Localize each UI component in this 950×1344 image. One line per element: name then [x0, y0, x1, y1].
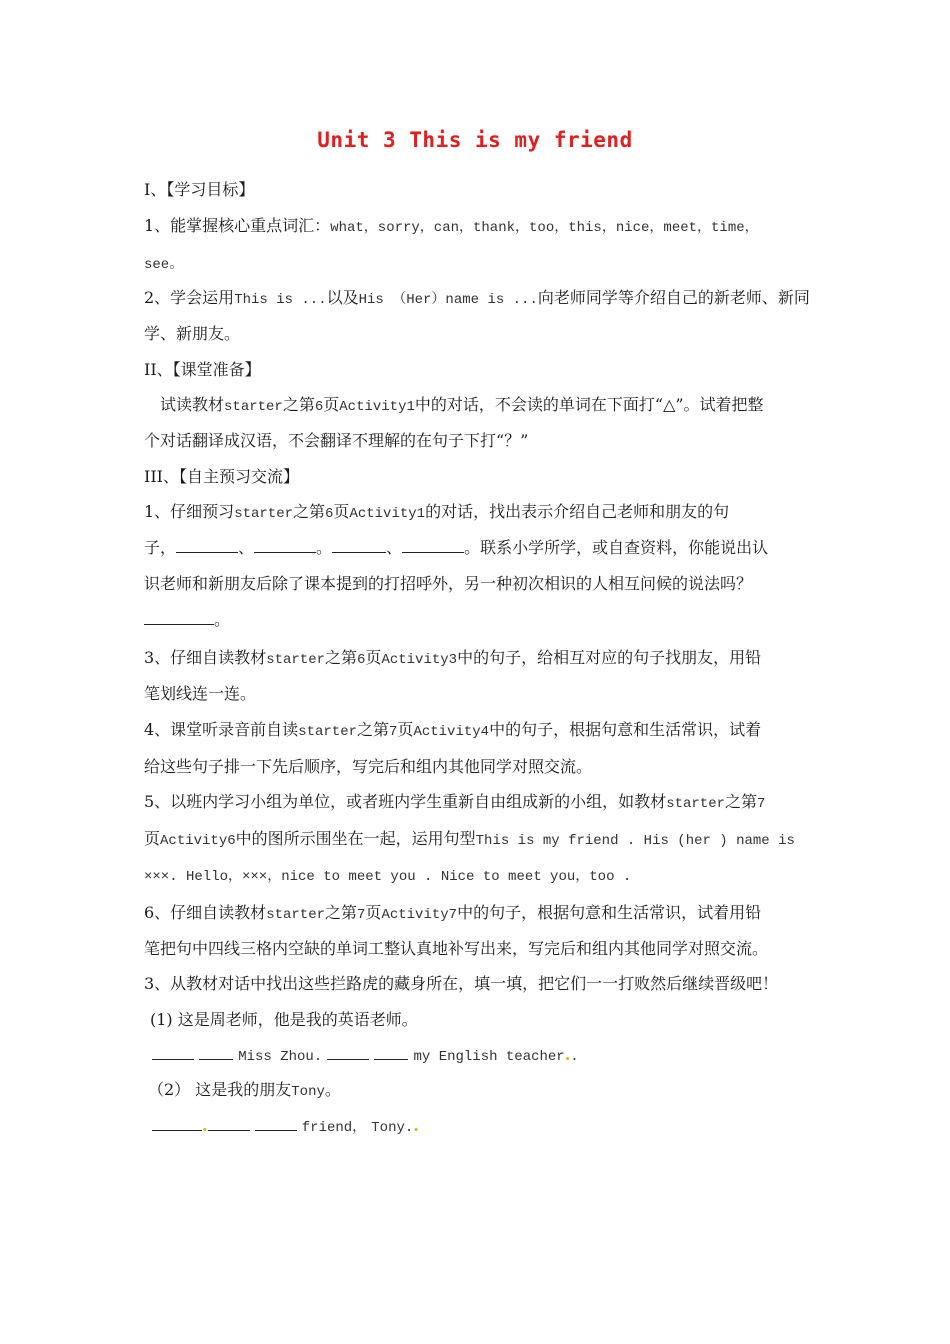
objective-1-label: 1、能掌握核心重点词汇： — [144, 216, 331, 235]
vocabulary-end: see。 — [144, 257, 184, 273]
objective-2-label: 2、学会运用 — [144, 288, 235, 307]
task-5-line-2 — [144, 827, 814, 853]
task-5-text-c: 页 — [144, 829, 161, 848]
task-6-page: 7 — [357, 907, 366, 923]
question-1-phrase: my English teacher — [413, 1049, 565, 1065]
task-3-activity: Activity3 — [381, 652, 458, 668]
answer-blank[interactable] — [176, 538, 238, 553]
task-1-blanks-line — [144, 536, 814, 560]
question-2-end: 。 — [324, 1080, 341, 1099]
task-5-label: 5、以班内学习小组为单位，或者班内学生重新自由组成新的小组，如教材 — [144, 792, 667, 811]
answer-blank[interactable] — [208, 1116, 250, 1131]
task-4-text-c: 页 — [397, 720, 414, 739]
task-4-page: 7 — [389, 724, 398, 740]
prep-page: 6 — [314, 399, 324, 415]
task-1-label: 1、仔细预习 — [144, 502, 235, 521]
answer-blank[interactable] — [199, 1045, 233, 1060]
prep-line-1 — [160, 393, 830, 419]
separator: 。 — [316, 538, 333, 557]
task-1-answer-line — [144, 608, 814, 632]
question-2-text: （2） 这是我的朋友 — [148, 1080, 292, 1099]
task-4-book: starter — [298, 724, 357, 740]
page-title: Unit 3 This is my friend — [317, 128, 633, 152]
answer-blank[interactable] — [327, 1045, 369, 1060]
section-1-heading: I、【学习目标】 — [144, 180, 255, 199]
task-3-label: 3、仔细自读教材 — [144, 648, 267, 667]
question-2-name-answer: Tony. — [371, 1120, 414, 1136]
section-3-heading: III、【自主预习交流】 — [144, 467, 299, 486]
task-6-cont: 笔把句中四线三格内空缺的单词工整认真地补写出来，写完后和组内其他同学对照交流。 — [144, 939, 769, 958]
marker-dot: . — [413, 1116, 419, 1135]
question-2-word: friend， — [301, 1120, 367, 1136]
task-3-cont: 笔划线连一连。 — [144, 684, 257, 703]
task-6-book: starter — [266, 907, 325, 923]
task-3-text-d: 中的句子，给相互对应的句子找朋友，用铅 — [457, 648, 762, 667]
task-4-text-d: 中的句子，根据句意和生活常识，试着 — [489, 720, 762, 739]
task-1-question: 识老师和新朋友后除了课本提到的打招呼外，另一种初次相识的人相互问候的说法吗？ — [144, 574, 753, 593]
task-3-text-b: 之第 — [325, 648, 358, 667]
question-1-end: . — [570, 1049, 579, 1065]
objective-1-cont — [144, 251, 814, 277]
answer-blank[interactable] — [144, 610, 214, 625]
prep-text-c: 页 — [323, 395, 340, 414]
answer-blank[interactable] — [152, 1045, 194, 1060]
task-6-label: 6、仔细自读教材 — [144, 903, 267, 922]
marker-dot: . — [202, 1116, 208, 1135]
answer-blank[interactable] — [255, 1116, 297, 1131]
task-5-dialogue: ×××. Hello，×××，nice to meet you . Nice to meet you，too . — [144, 869, 632, 885]
marker-dot: . — [564, 1045, 571, 1064]
prep-line-2: 个对话翻译成汉语，不会翻译不理解的在句子下打“？” — [144, 431, 529, 450]
objective-1-line — [144, 214, 814, 240]
pattern-his-name: His （Her）name is ... — [358, 292, 538, 308]
task-6-text-b: 之第 — [325, 903, 358, 922]
task-4-line — [144, 718, 814, 744]
task-5-line — [144, 790, 814, 816]
task-3-page: 6 — [357, 652, 366, 668]
task-1-page: 6 — [325, 506, 334, 522]
task-3-book: starter — [266, 652, 325, 668]
question-2-answer — [152, 1114, 822, 1140]
prep-book: starter — [224, 399, 283, 415]
task-4-activity: Activity4 — [413, 724, 490, 740]
task-5-page: 7 — [757, 796, 766, 812]
task-1-text-d: 的对话，找出表示介绍自己老师和朋友的句 — [425, 502, 730, 521]
objective-2-line — [144, 286, 814, 312]
separator: 、 — [238, 538, 255, 557]
objective-2-text: 向老师同学等介绍自己的新老师、新同 — [537, 288, 810, 307]
question-1-answer — [152, 1043, 822, 1069]
task-6-activity: Activity7 — [381, 907, 458, 923]
answer-blank[interactable] — [332, 538, 386, 553]
answer-blank[interactable] — [402, 538, 464, 553]
task-6-line — [144, 901, 814, 927]
vocabulary-list: what，sorry，can，thank，too，this，nice，meet，time， — [330, 220, 759, 236]
task-3-text-c: 页 — [365, 648, 382, 667]
task-5-pattern: This is my friend . His (her ) name is — [475, 833, 795, 849]
task-1-end: 。 — [214, 610, 231, 629]
task-1-text-c: 页 — [333, 502, 350, 521]
task-4-label: 4、课堂听录音前自读 — [144, 720, 299, 739]
question-2-name: Tony — [291, 1084, 325, 1100]
question-1-name: Miss Zhou. — [238, 1049, 323, 1065]
task-6-text-d: 中的句子，根据句意和生活常识，试着用铅 — [457, 903, 762, 922]
task-1-text-e: 子， — [144, 538, 177, 557]
answer-blank[interactable] — [152, 1116, 202, 1131]
task-6-text-c: 页 — [365, 903, 382, 922]
task-1-book: starter — [234, 506, 293, 522]
answer-blank[interactable] — [374, 1045, 408, 1060]
task-1-line — [144, 500, 814, 526]
task-5-text-d: 中的图所示围坐在一起，运用句型 — [235, 829, 476, 848]
answer-blank[interactable] — [254, 538, 316, 553]
question-2 — [148, 1078, 818, 1104]
question-1: (1) 这是周老师，他是我的英语老师。 — [150, 1010, 418, 1029]
task-4-text-b: 之第 — [357, 720, 390, 739]
prep-text-a: 试读教材 — [160, 395, 225, 414]
task-1-text-f: 。联系小学所学，或自查资料，你能说出认 — [464, 538, 769, 557]
pattern-this-is: This is ... — [234, 292, 327, 308]
prep-text-b: 之第 — [282, 395, 315, 414]
task-4-cont: 给这些句子排一下先后顺序，写完后和组内其他同学对照交流。 — [144, 757, 593, 776]
task-5-activity: Activity6 — [160, 833, 236, 849]
prep-text-d: 中的对话，不会读的单词在下面打“△”。试着把整 — [414, 395, 764, 414]
task-1-text-b: 之第 — [293, 502, 326, 521]
task-5-text-b: 之第 — [725, 792, 758, 811]
section-2-heading: II、【课堂准备】 — [144, 360, 261, 379]
task-1-activity: Activity1 — [349, 506, 426, 522]
objective-2-and: 以及 — [326, 288, 359, 307]
prep-activity: Activity1 — [339, 399, 415, 415]
separator: 、 — [386, 538, 403, 557]
task-5-book: starter — [666, 796, 725, 812]
objective-2-cont: 学、新朋友。 — [144, 324, 241, 343]
task-3-line — [144, 646, 814, 672]
task-7-line: 3、从教材对话中找出这些拦路虎的藏身所在，填一填，把它们一一打败然后继续晋级吧！ — [144, 974, 779, 993]
